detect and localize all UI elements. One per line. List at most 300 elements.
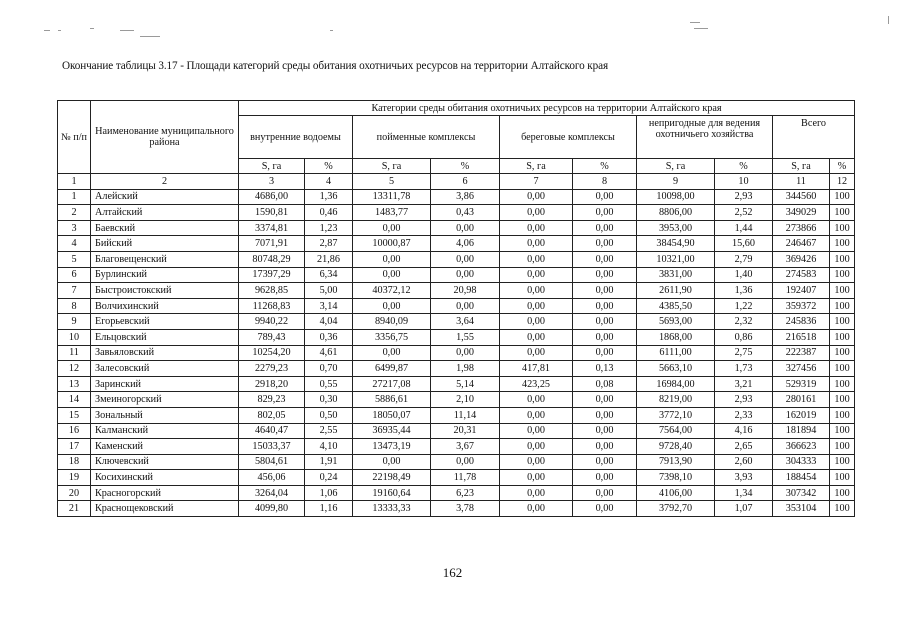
floodplain-pct-cell: 0,00 (431, 345, 500, 361)
scan-artifact (694, 28, 708, 29)
unsuitable-pct-cell: 0,86 (715, 329, 773, 345)
floodplain-pct-cell: 4,06 (431, 236, 500, 252)
floodplain-pct-cell: 20,98 (431, 283, 500, 299)
header-unit-percent: % (431, 159, 500, 174)
unsuitable-pct-cell: 2,52 (715, 205, 773, 221)
unsuitable-pct-cell: 2,65 (715, 439, 773, 455)
column-number-cell: 11 (773, 174, 830, 190)
unsuitable-pct-cell: 1,36 (715, 283, 773, 299)
coastal-area-cell: 0,00 (500, 439, 573, 455)
unsuitable-area-cell: 2611,90 (637, 283, 715, 299)
unsuitable-area-cell: 7913,90 (637, 454, 715, 470)
floodplain-area-cell: 13333,33 (353, 501, 431, 517)
inland-water-area-cell: 1590,81 (239, 205, 305, 221)
inland-water-area-cell: 7071,91 (239, 236, 305, 252)
total-area-cell: 273866 (773, 220, 830, 236)
floodplain-pct-cell: 1,55 (431, 329, 500, 345)
row-number-cell: 7 (58, 283, 91, 299)
coastal-area-cell: 0,00 (500, 189, 573, 205)
column-number-cell: 1 (58, 174, 91, 190)
inland-water-pct-cell: 4,61 (305, 345, 353, 361)
total-pct-cell: 100 (830, 501, 855, 517)
unsuitable-area-cell: 38454,90 (637, 236, 715, 252)
header-group-floodplain: пойменные комплексы (353, 116, 500, 159)
header-unit-area: S, га (239, 159, 305, 174)
total-area-cell: 344560 (773, 189, 830, 205)
table-caption: Окончание таблицы 3.17 - Площади категорий среды обитания охотничьих ресурсов на территории Алтайского края (62, 60, 609, 72)
table-row (58, 485, 855, 501)
floodplain-area-cell: 22198,49 (353, 470, 431, 486)
scan-artifact (44, 30, 50, 31)
header-categories: Категории среды обитания охотничьих ресурсов на территории Алтайского края (239, 101, 855, 116)
floodplain-area-cell: 0,00 (353, 267, 431, 283)
table-row (58, 454, 855, 470)
unsuitable-pct-cell: 15,60 (715, 236, 773, 252)
coastal-area-cell: 0,00 (500, 423, 573, 439)
total-area-cell: 327456 (773, 361, 830, 377)
header-unit-percent: % (830, 159, 855, 174)
row-number-cell: 18 (58, 454, 91, 470)
row-number-cell: 12 (58, 361, 91, 377)
total-pct-cell: 100 (830, 485, 855, 501)
coastal-pct-cell: 0,00 (573, 298, 637, 314)
inland-water-pct-cell: 4,10 (305, 439, 353, 455)
row-number-cell: 16 (58, 423, 91, 439)
unsuitable-area-cell: 10098,00 (637, 189, 715, 205)
inland-water-area-cell: 10254,20 (239, 345, 305, 361)
table-row (58, 298, 855, 314)
unsuitable-pct-cell: 2,75 (715, 345, 773, 361)
inland-water-pct-cell: 1,36 (305, 189, 353, 205)
coastal-area-cell: 0,00 (500, 329, 573, 345)
district-name-cell: Калманский (91, 423, 239, 439)
district-name-cell: Баевский (91, 220, 239, 236)
floodplain-area-cell: 40372,12 (353, 283, 431, 299)
district-name-cell: Быстроистокский (91, 283, 239, 299)
total-area-cell: 245836 (773, 314, 830, 330)
coastal-area-cell: 0,00 (500, 470, 573, 486)
coastal-pct-cell: 0,00 (573, 220, 637, 236)
total-pct-cell: 100 (830, 407, 855, 423)
total-area-cell: 366623 (773, 439, 830, 455)
inland-water-pct-cell: 0,46 (305, 205, 353, 221)
inland-water-pct-cell: 1,16 (305, 501, 353, 517)
coastal-area-cell: 0,00 (500, 485, 573, 501)
district-name-cell: Завьяловский (91, 345, 239, 361)
header-unit-percent: % (305, 159, 353, 174)
header-district-name: Наименование муниципального района (91, 101, 239, 174)
inland-water-area-cell: 789,43 (239, 329, 305, 345)
unsuitable-pct-cell: 2,33 (715, 407, 773, 423)
inland-water-pct-cell: 4,04 (305, 314, 353, 330)
floodplain-area-cell: 13311,78 (353, 189, 431, 205)
coastal-pct-cell: 0,00 (573, 314, 637, 330)
total-pct-cell: 100 (830, 251, 855, 267)
floodplain-pct-cell: 2,10 (431, 392, 500, 408)
inland-water-area-cell: 9628,85 (239, 283, 305, 299)
habitat-area-table (57, 100, 855, 517)
inland-water-pct-cell: 0,36 (305, 329, 353, 345)
total-pct-cell: 100 (830, 470, 855, 486)
row-number-cell: 5 (58, 251, 91, 267)
column-number-cell: 5 (353, 174, 431, 190)
table-row (58, 361, 855, 377)
floodplain-pct-cell: 3,78 (431, 501, 500, 517)
floodplain-area-cell: 36935,44 (353, 423, 431, 439)
scan-artifact (888, 16, 889, 24)
row-number-cell: 6 (58, 267, 91, 283)
floodplain-area-cell: 0,00 (353, 345, 431, 361)
column-number-cell: 9 (637, 174, 715, 190)
total-pct-cell: 100 (830, 439, 855, 455)
inland-water-pct-cell: 0,55 (305, 376, 353, 392)
total-pct-cell: 100 (830, 205, 855, 221)
floodplain-area-cell: 0,00 (353, 251, 431, 267)
total-pct-cell: 100 (830, 314, 855, 330)
table-row (58, 251, 855, 267)
inland-water-area-cell: 4686,00 (239, 189, 305, 205)
header-unit-area: S, га (637, 159, 715, 174)
unsuitable-area-cell: 8219,00 (637, 392, 715, 408)
table-row (58, 314, 855, 330)
district-name-cell: Залесовский (91, 361, 239, 377)
scan-artifact (330, 30, 333, 31)
inland-water-pct-cell: 0,30 (305, 392, 353, 408)
total-area-cell: 304333 (773, 454, 830, 470)
scan-artifact (120, 30, 134, 31)
page-number: 162 (442, 565, 463, 580)
total-area-cell: 192407 (773, 283, 830, 299)
coastal-area-cell: 0,00 (500, 220, 573, 236)
inland-water-pct-cell: 1,91 (305, 454, 353, 470)
table-row (58, 501, 855, 517)
total-area-cell: 162019 (773, 407, 830, 423)
column-number-cell: 6 (431, 174, 500, 190)
coastal-pct-cell: 0,00 (573, 283, 637, 299)
coastal-area-cell: 0,00 (500, 501, 573, 517)
total-area-cell: 307342 (773, 485, 830, 501)
coastal-area-cell: 0,00 (500, 345, 573, 361)
table-row (58, 220, 855, 236)
row-number-cell: 1 (58, 189, 91, 205)
coastal-pct-cell: 0,00 (573, 454, 637, 470)
total-pct-cell: 100 (830, 376, 855, 392)
total-area-cell: 246467 (773, 236, 830, 252)
column-number-cell: 3 (239, 174, 305, 190)
floodplain-area-cell: 0,00 (353, 454, 431, 470)
inland-water-area-cell: 4640,47 (239, 423, 305, 439)
unsuitable-pct-cell: 2,32 (715, 314, 773, 330)
inland-water-pct-cell: 2,87 (305, 236, 353, 252)
column-number-cell: 10 (715, 174, 773, 190)
coastal-pct-cell: 0,00 (573, 501, 637, 517)
header-unit-area: S, га (500, 159, 573, 174)
floodplain-pct-cell: 11,78 (431, 470, 500, 486)
unsuitable-pct-cell: 2,93 (715, 392, 773, 408)
table-header (58, 101, 855, 174)
header-unit-percent: % (715, 159, 773, 174)
floodplain-area-cell: 19160,64 (353, 485, 431, 501)
unsuitable-area-cell: 8806,00 (637, 205, 715, 221)
inland-water-pct-cell: 2,55 (305, 423, 353, 439)
coastal-area-cell: 0,00 (500, 283, 573, 299)
row-number-cell: 19 (58, 470, 91, 486)
table-row (58, 329, 855, 345)
table-row (58, 189, 855, 205)
coastal-pct-cell: 0,00 (573, 485, 637, 501)
inland-water-area-cell: 17397,29 (239, 267, 305, 283)
unsuitable-area-cell: 4106,00 (637, 485, 715, 501)
total-area-cell: 181894 (773, 423, 830, 439)
inland-water-pct-cell: 0,24 (305, 470, 353, 486)
row-number-cell: 8 (58, 298, 91, 314)
table-row (58, 376, 855, 392)
floodplain-pct-cell: 6,23 (431, 485, 500, 501)
table-body (58, 174, 855, 517)
row-number-cell: 4 (58, 236, 91, 252)
floodplain-area-cell: 0,00 (353, 298, 431, 314)
unsuitable-pct-cell: 1,22 (715, 298, 773, 314)
floodplain-pct-cell: 1,98 (431, 361, 500, 377)
unsuitable-area-cell: 3772,10 (637, 407, 715, 423)
row-number-cell: 17 (58, 439, 91, 455)
coastal-pct-cell: 0,00 (573, 236, 637, 252)
floodplain-pct-cell: 0,00 (431, 251, 500, 267)
header-group-inland-waters: внутренние водоемы (239, 116, 353, 159)
total-area-cell: 216518 (773, 329, 830, 345)
coastal-pct-cell: 0,13 (573, 361, 637, 377)
floodplain-area-cell: 18050,07 (353, 407, 431, 423)
unsuitable-pct-cell: 1,07 (715, 501, 773, 517)
inland-water-pct-cell: 5,00 (305, 283, 353, 299)
row-number-cell: 20 (58, 485, 91, 501)
floodplain-area-cell: 1483,77 (353, 205, 431, 221)
inland-water-pct-cell: 6,34 (305, 267, 353, 283)
unsuitable-area-cell: 3792,70 (637, 501, 715, 517)
coastal-pct-cell: 0,00 (573, 251, 637, 267)
row-number-cell: 21 (58, 501, 91, 517)
column-number-cell: 2 (91, 174, 239, 190)
total-area-cell: 188454 (773, 470, 830, 486)
floodplain-pct-cell: 3,67 (431, 439, 500, 455)
table-row (58, 423, 855, 439)
scan-artifact (690, 22, 700, 23)
unsuitable-pct-cell: 3,21 (715, 376, 773, 392)
header-unit-area: S, га (773, 159, 830, 174)
floodplain-pct-cell: 0,00 (431, 454, 500, 470)
row-number-cell: 14 (58, 392, 91, 408)
header-unit-percent: % (573, 159, 637, 174)
header-unit-area: S, га (353, 159, 431, 174)
inland-water-area-cell: 15033,37 (239, 439, 305, 455)
district-name-cell: Заринский (91, 376, 239, 392)
inland-water-area-cell: 802,05 (239, 407, 305, 423)
unsuitable-pct-cell: 1,40 (715, 267, 773, 283)
column-number-cell: 12 (830, 174, 855, 190)
total-pct-cell: 100 (830, 189, 855, 205)
district-name-cell: Ключевский (91, 454, 239, 470)
unsuitable-area-cell: 16984,00 (637, 376, 715, 392)
coastal-area-cell: 0,00 (500, 407, 573, 423)
inland-water-area-cell: 3374,81 (239, 220, 305, 236)
district-name-cell: Зональный (91, 407, 239, 423)
inland-water-area-cell: 5804,61 (239, 454, 305, 470)
floodplain-pct-cell: 5,14 (431, 376, 500, 392)
inland-water-area-cell: 2279,23 (239, 361, 305, 377)
total-area-cell: 280161 (773, 392, 830, 408)
unsuitable-pct-cell: 1,44 (715, 220, 773, 236)
unsuitable-pct-cell: 2,93 (715, 189, 773, 205)
total-area-cell: 529319 (773, 376, 830, 392)
inland-water-pct-cell: 0,70 (305, 361, 353, 377)
total-area-cell: 222387 (773, 345, 830, 361)
inland-water-area-cell: 456,06 (239, 470, 305, 486)
coastal-area-cell: 0,00 (500, 298, 573, 314)
inland-water-pct-cell: 21,86 (305, 251, 353, 267)
row-number-cell: 9 (58, 314, 91, 330)
inland-water-area-cell: 9940,22 (239, 314, 305, 330)
floodplain-area-cell: 10000,87 (353, 236, 431, 252)
coastal-area-cell: 0,00 (500, 267, 573, 283)
coastal-area-cell: 423,25 (500, 376, 573, 392)
unsuitable-area-cell: 3953,00 (637, 220, 715, 236)
inland-water-area-cell: 829,23 (239, 392, 305, 408)
unsuitable-area-cell: 9728,40 (637, 439, 715, 455)
row-number-cell: 11 (58, 345, 91, 361)
scan-artifact (90, 28, 94, 29)
district-name-cell: Бурлинский (91, 267, 239, 283)
floodplain-pct-cell: 0,00 (431, 267, 500, 283)
coastal-pct-cell: 0,08 (573, 376, 637, 392)
floodplain-area-cell: 27217,08 (353, 376, 431, 392)
district-name-cell: Алейский (91, 189, 239, 205)
row-number-cell: 3 (58, 220, 91, 236)
inland-water-pct-cell: 0,50 (305, 407, 353, 423)
total-pct-cell: 100 (830, 345, 855, 361)
floodplain-pct-cell: 0,43 (431, 205, 500, 221)
unsuitable-pct-cell: 2,79 (715, 251, 773, 267)
total-area-cell: 369426 (773, 251, 830, 267)
coastal-area-cell: 0,00 (500, 205, 573, 221)
table-row (58, 407, 855, 423)
inland-water-pct-cell: 1,06 (305, 485, 353, 501)
coastal-pct-cell: 0,00 (573, 392, 637, 408)
district-name-cell: Каменский (91, 439, 239, 455)
district-name-cell: Волчихинский (91, 298, 239, 314)
row-number-cell: 13 (58, 376, 91, 392)
floodplain-area-cell: 3356,75 (353, 329, 431, 345)
district-name-cell: Красногорский (91, 485, 239, 501)
inland-water-area-cell: 2918,20 (239, 376, 305, 392)
table-row (58, 205, 855, 221)
floodplain-pct-cell: 0,00 (431, 220, 500, 236)
unsuitable-pct-cell: 1,73 (715, 361, 773, 377)
coastal-area-cell: 417,81 (500, 361, 573, 377)
district-name-cell: Алтайский (91, 205, 239, 221)
district-name-cell: Косихинский (91, 470, 239, 486)
unsuitable-area-cell: 5693,00 (637, 314, 715, 330)
table-row (58, 392, 855, 408)
total-pct-cell: 100 (830, 423, 855, 439)
coastal-pct-cell: 0,00 (573, 267, 637, 283)
total-area-cell: 359372 (773, 298, 830, 314)
total-pct-cell: 100 (830, 361, 855, 377)
row-number-cell: 10 (58, 329, 91, 345)
unsuitable-area-cell: 1868,00 (637, 329, 715, 345)
floodplain-pct-cell: 3,64 (431, 314, 500, 330)
total-pct-cell: 100 (830, 236, 855, 252)
table-row (58, 439, 855, 455)
district-name-cell: Краснощековский (91, 501, 239, 517)
coastal-pct-cell: 0,00 (573, 407, 637, 423)
unsuitable-area-cell: 7564,00 (637, 423, 715, 439)
table-row (58, 470, 855, 486)
coastal-pct-cell: 0,00 (573, 345, 637, 361)
scan-artifact (140, 36, 160, 37)
district-name-cell: Ельцовский (91, 329, 239, 345)
column-number-cell: 7 (500, 174, 573, 190)
coastal-pct-cell: 0,00 (573, 470, 637, 486)
inland-water-pct-cell: 3,14 (305, 298, 353, 314)
district-name-cell: Егорьевский (91, 314, 239, 330)
total-area-cell: 349029 (773, 205, 830, 221)
unsuitable-pct-cell: 1,34 (715, 485, 773, 501)
table-row (58, 283, 855, 299)
floodplain-pct-cell: 20,31 (431, 423, 500, 439)
district-name-cell: Змеиногорский (91, 392, 239, 408)
header-num: № п/п (58, 101, 91, 174)
total-pct-cell: 100 (830, 283, 855, 299)
unsuitable-area-cell: 7398,10 (637, 470, 715, 486)
unsuitable-pct-cell: 3,93 (715, 470, 773, 486)
table-row (58, 236, 855, 252)
unsuitable-area-cell: 5663,10 (637, 361, 715, 377)
column-numbers-row (58, 174, 855, 190)
total-pct-cell: 100 (830, 220, 855, 236)
floodplain-area-cell: 0,00 (353, 220, 431, 236)
floodplain-area-cell: 6499,87 (353, 361, 431, 377)
scan-artifact (58, 30, 61, 31)
district-name-cell: Бийский (91, 236, 239, 252)
coastal-area-cell: 0,00 (500, 392, 573, 408)
floodplain-area-cell: 8940,09 (353, 314, 431, 330)
floodplain-pct-cell: 11,14 (431, 407, 500, 423)
floodplain-pct-cell: 3,86 (431, 189, 500, 205)
total-pct-cell: 100 (830, 298, 855, 314)
inland-water-area-cell: 80748,29 (239, 251, 305, 267)
coastal-area-cell: 0,00 (500, 236, 573, 252)
inland-water-area-cell: 3264,04 (239, 485, 305, 501)
coastal-area-cell: 0,00 (500, 251, 573, 267)
coastal-pct-cell: 0,00 (573, 189, 637, 205)
row-number-cell: 2 (58, 205, 91, 221)
inland-water-area-cell: 4099,80 (239, 501, 305, 517)
district-name-cell: Благовещенский (91, 251, 239, 267)
coastal-pct-cell: 0,00 (573, 439, 637, 455)
floodplain-area-cell: 13473,19 (353, 439, 431, 455)
row-number-cell: 15 (58, 407, 91, 423)
coastal-pct-cell: 0,00 (573, 329, 637, 345)
total-pct-cell: 100 (830, 454, 855, 470)
unsuitable-pct-cell: 4,16 (715, 423, 773, 439)
total-area-cell: 353104 (773, 501, 830, 517)
total-pct-cell: 100 (830, 267, 855, 283)
table-row (58, 345, 855, 361)
coastal-area-cell: 0,00 (500, 314, 573, 330)
header-group-total: Всего (773, 116, 855, 159)
inland-water-area-cell: 11268,83 (239, 298, 305, 314)
floodplain-area-cell: 5886,61 (353, 392, 431, 408)
